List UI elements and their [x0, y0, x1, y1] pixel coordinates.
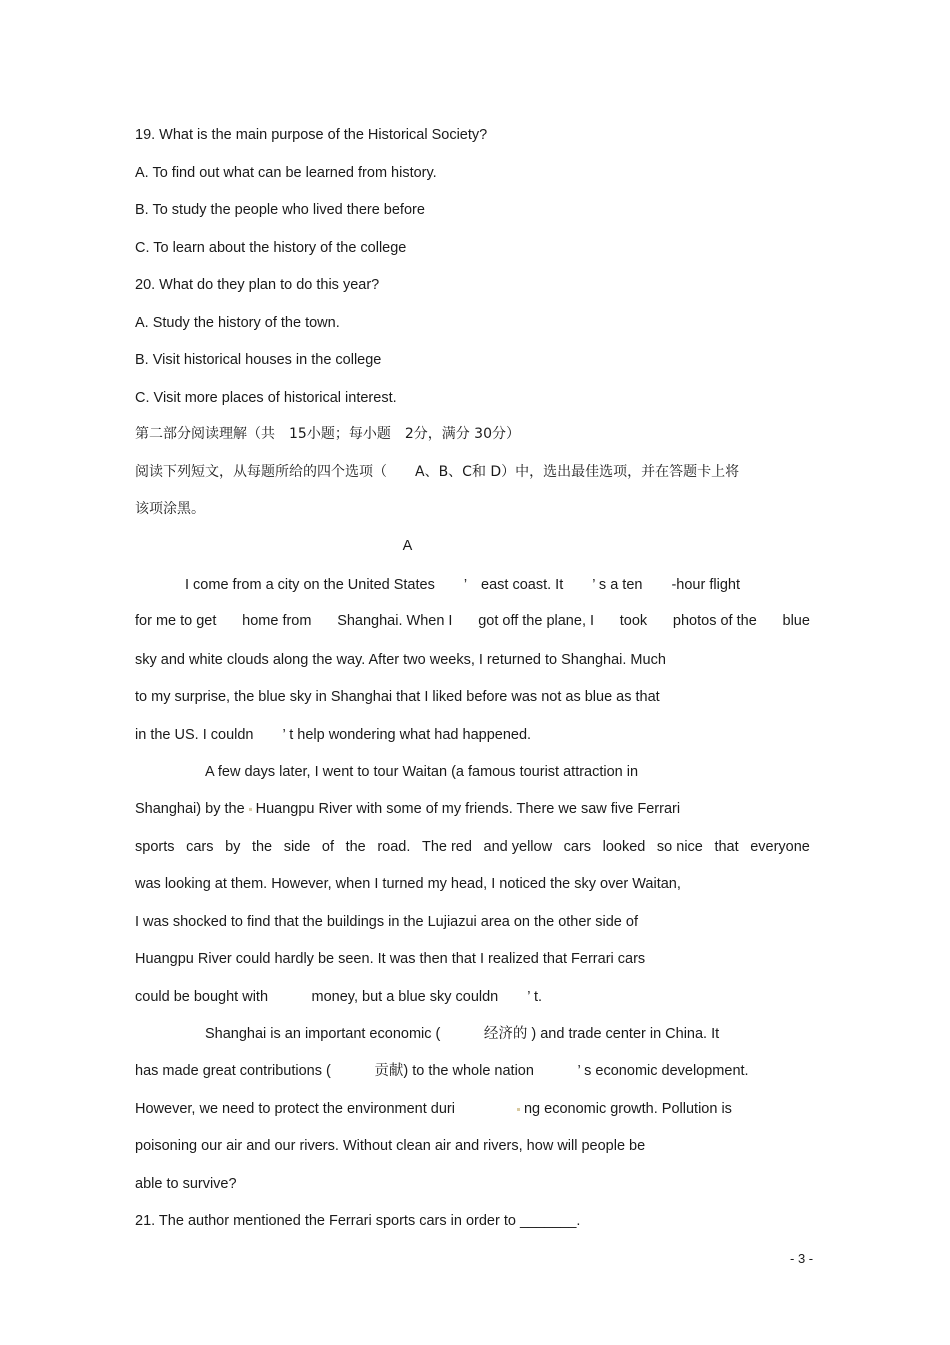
word: cars: [186, 839, 214, 855]
passage-line-12: could be bought with money, but a blue sky couldn ’ t.: [135, 989, 543, 1005]
option-20b: B. Visit historical houses in the college: [135, 352, 382, 368]
word: took: [619, 613, 648, 629]
word: side: [283, 839, 311, 855]
passage-line-6: A few days later, I went to tour Waitan (a famous tourist attraction in: [205, 764, 639, 780]
passage-line-13: Shanghai is an important economic ( 经济的 ) and trade center in China. It: [205, 1026, 720, 1042]
passage-line-2: [135, 612, 810, 630]
word: by: [225, 839, 241, 855]
passage-line-11: Huangpu River could hardly be seen. It was then that I realized that Ferrari cars: [135, 951, 646, 967]
word: of: [321, 839, 334, 855]
word: the: [345, 839, 366, 855]
word: cars: [563, 839, 592, 855]
text-segment: ng economic growth. Pollution is: [523, 1101, 732, 1117]
word: Shanghai. When I: [337, 613, 453, 629]
word: The red: [421, 839, 472, 855]
passage-line-14: has made great contributions ( 贡献) to the whole nation ’ s economic development.: [135, 1063, 749, 1079]
passage-line-3: sky and white clouds along the way. After two weeks, I returned to Shanghai. Much: [135, 652, 666, 668]
section-title: 第二部分阅读理解（共 15小题；每小题 2分，满分 30分）: [135, 426, 520, 442]
word: everyone: [750, 839, 810, 855]
passage-line-15: [135, 1100, 732, 1118]
passage-line-4: to my surprise, the blue sky in Shanghai that I liked before was not as blue as that: [135, 689, 660, 705]
artifact-dot: [517, 1108, 520, 1111]
question-19: 19. What is the main purpose of the Historical Society?: [135, 127, 488, 143]
option-19c: C. To learn about the history of the college: [135, 240, 407, 256]
word: and yellow: [483, 839, 553, 855]
option-19a: A. To find out what can be learned from history.: [135, 165, 437, 181]
instructions-line-1: 阅读下列短文，从每题所给的四个选项（ A、B、C和 D）中，选出最佳选项，并在答题卡上将: [135, 464, 740, 480]
word: got off the plane, I: [478, 613, 595, 629]
word: blue: [782, 613, 810, 629]
word: so nice: [656, 839, 703, 855]
word: the: [251, 839, 273, 855]
word: road.: [377, 839, 411, 855]
text-segment: However, we need to protect the environment duri: [135, 1101, 455, 1117]
instructions-line-2: 该项涂黑。: [135, 501, 205, 517]
passage-line-5: in the US. I couldn ’ t help wondering what had happened.: [135, 727, 532, 743]
word: sports: [135, 839, 175, 855]
word: photos of the: [672, 613, 757, 629]
text-segment: Huangpu River with some of my friends. There we saw five Ferrari: [255, 801, 681, 817]
word: that: [714, 839, 739, 855]
passage-label: A: [402, 538, 413, 554]
passage-line-7: [135, 800, 680, 818]
option-19b: B. To study the people who lived there before: [135, 202, 425, 218]
word: looked: [602, 839, 646, 855]
passage-line-9: was looking at them. However, when I turned my head, I noticed the sky over Waitan,: [135, 876, 681, 892]
passage-line-10: I was shocked to find that the buildings in the Lujiazui area on the other side of: [135, 914, 638, 930]
passage-line-16: poisoning our air and our rivers. Without clean air and rivers, how will people be: [135, 1138, 646, 1154]
question-20: 20. What do they plan to do this year?: [135, 277, 380, 293]
text-segment: Shanghai) by the: [135, 801, 245, 817]
artifact-dot: [249, 808, 252, 811]
option-20c: C. Visit more places of historical interest.: [135, 390, 397, 406]
question-21: 21. The author mentioned the Ferrari sports cars in order to _______.: [135, 1213, 581, 1229]
passage-line-8: [135, 838, 810, 856]
word: home from: [242, 613, 312, 629]
word: for me to get: [135, 613, 217, 629]
passage-line-1: I come from a city on the United States ’ east coast. It ’ s a ten -hour flight: [185, 577, 740, 593]
passage-line-17: able to survive?: [135, 1176, 237, 1192]
option-20a: A. Study the history of the town.: [135, 315, 340, 331]
page-number: - 3 -: [790, 1251, 814, 1266]
